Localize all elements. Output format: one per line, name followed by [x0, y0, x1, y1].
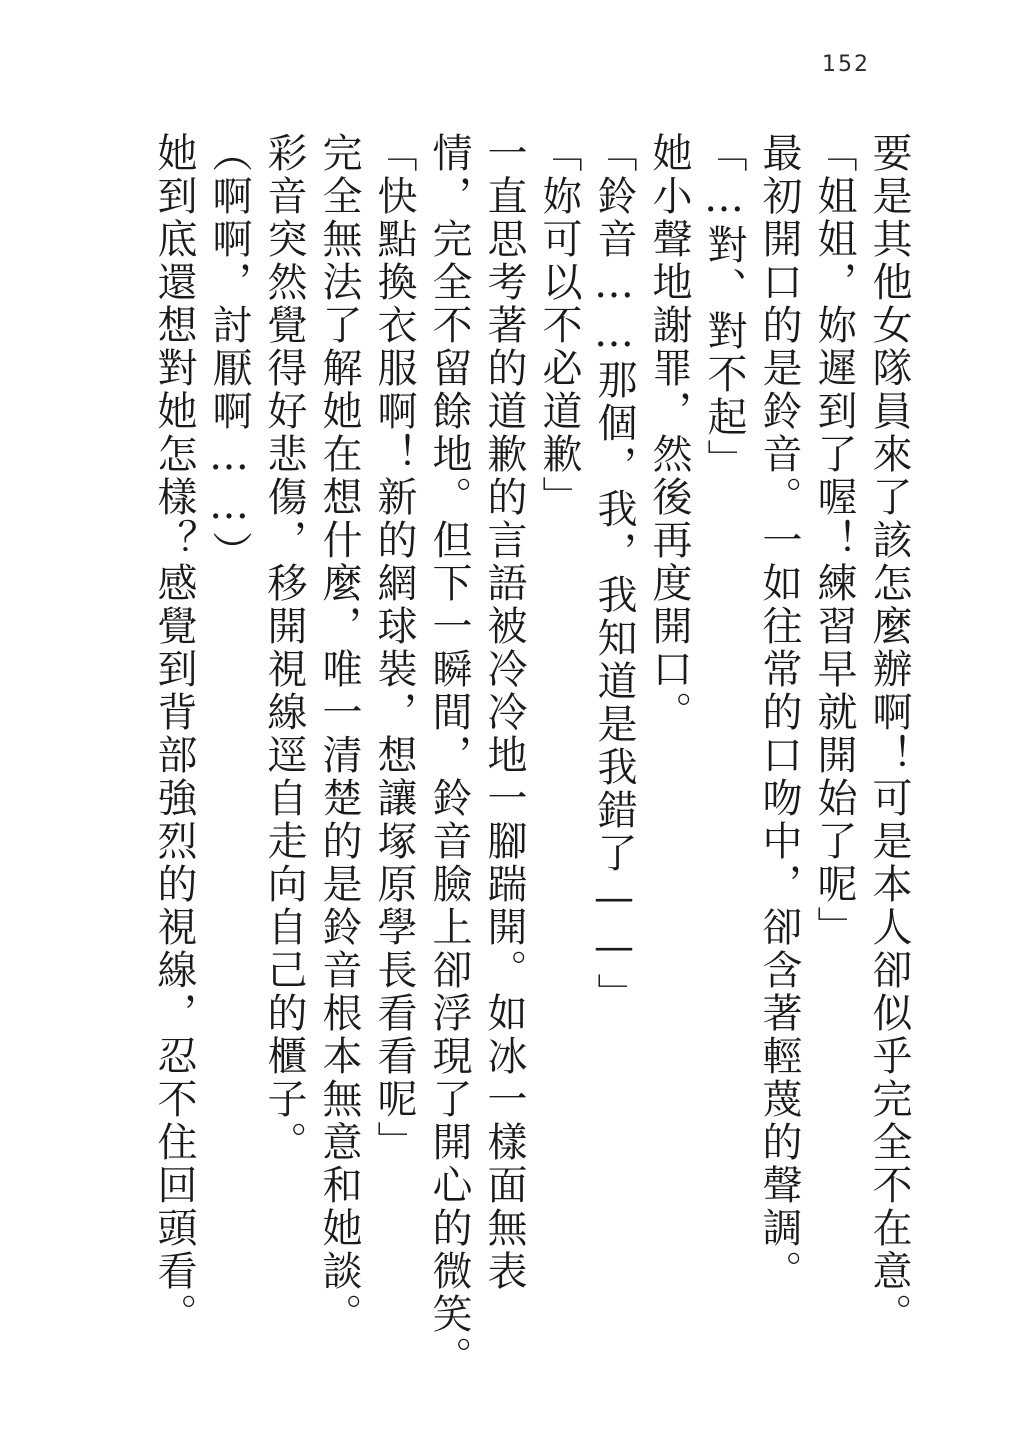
text-line: 「…對、對不起」 — [701, 132, 747, 482]
text-line: 最初開口的是鈴音。一如往常的口吻中，卻含著輕蔑的聲調。 — [756, 132, 802, 1293]
text-line: 完全無法了解她在想什麼，唯一清楚的是鈴音根本無意和她談。 — [316, 132, 362, 1336]
vertical-text-body — [146, 132, 916, 1379]
text-line: 她到底還想對她怎樣？感覺到背部強烈的視線，忍不住回頭看。 — [151, 132, 197, 1336]
text-line: 情，完全不留餘地。但下一瞬間，鈴音臉上卻浮現了開心的微笑。 — [426, 132, 472, 1379]
text-line: 「快點換衣服啊！新的網球裝，想讓塚原學長看看呢」 — [371, 132, 417, 1164]
page-number: 152 — [822, 52, 870, 77]
text-line: 「鈴音……那個，我，我知道是我錯了——」 — [591, 132, 637, 1016]
text-line: 她小聲地謝罪，然後再度開口。 — [646, 132, 692, 734]
text-line: 彩音突然覺得好悲傷，移開視線逕自走向自己的櫃子。 — [261, 132, 307, 1164]
text-line: 一直思考著的道歉的言語被冷冷地一腳踹開。如冰一樣面無表 — [481, 132, 527, 1293]
text-line: （啊啊，討厭啊……） — [206, 132, 252, 574]
text-line: 「妳可以不必道歉」 — [536, 132, 582, 519]
text-line: 「姐姐，妳遲到了喔！練習早就開始了呢」 — [811, 132, 857, 949]
text-line: 要是其他女隊員來了該怎麼辦啊！可是本人卻似乎完全不在意。 — [866, 132, 912, 1336]
